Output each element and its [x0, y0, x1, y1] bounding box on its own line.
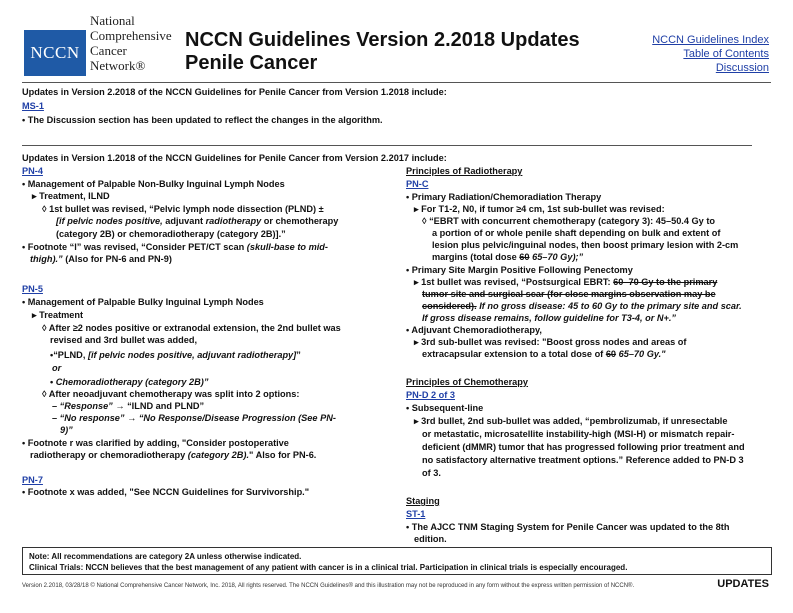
list-item: radiotherapy or chemoradiotherapy (category 2B)." Also for PN-6. [30, 450, 317, 460]
list-item: of 3. [422, 468, 441, 478]
note-line: Clinical Trials: NCCN believes that the best management of any patient with cancer is in a clinical trial. Participation in clinical trials is especially encouraged. [29, 563, 628, 572]
list-item: • Chemoradiotherapy (category 2B)” [50, 377, 209, 387]
list-item: • Management of Palpable Bulky Inguinal Lymph Nodes [22, 297, 264, 307]
list-item: • Subsequent-line [406, 403, 484, 413]
list-item: • Primary Site Margin Positive Following Penectomy [406, 265, 633, 275]
list-item: ▸ 3rd sub-bullet was revised: "Boost gross nodes and areas of [414, 337, 687, 347]
pn5-link[interactable]: PN-5 [22, 284, 43, 294]
list-item: extracapsular extension to a total dose of 60 65–70 Gy." [422, 349, 666, 359]
list-item: • Management of Palpable Non-Bulky Inguinal Lymph Nodes [22, 179, 285, 189]
list-item: or metastatic, microsatellite instability-high (MSI-H) or mismatch repair- [422, 429, 735, 439]
st1-link[interactable]: ST-1 [406, 509, 426, 519]
header-rule [22, 82, 771, 83]
list-item: If gross disease remains, follow guideline for T3-4, or N+.” [422, 313, 676, 323]
pnd-link[interactable]: PN-D 2 of 3 [406, 390, 456, 400]
list-item: edition. [414, 534, 447, 544]
list-item: • Adjuvant Chemoradiotherapy, [406, 325, 542, 335]
logo-text [90, 13, 172, 73]
radiotherapy-header: Principles of Radiotherapy [406, 166, 523, 176]
logo-line: Network® [90, 58, 146, 73]
list-item: – “No response” → “No Response/Disease Progression (See PN- [52, 413, 336, 423]
list-item: • The AJCC TNM Staging System for Penile Cancer was updated to the 8th [406, 522, 730, 532]
list-item: [if pelvic nodes positive, adjuvant radiotherapy or chemotherapy [56, 216, 339, 226]
logo-line: Comprehensive [90, 28, 172, 43]
staging-header: Staging [406, 496, 440, 506]
title-line1: NCCN Guidelines Version 2.2018 Updates [185, 29, 580, 51]
nccn-logo: NCCN [24, 30, 86, 76]
pn4-link[interactable]: PN-4 [22, 166, 43, 176]
list-item: a portion of or whole penile shaft depending on bulk and extent of [432, 228, 721, 238]
list-item: revised and 3rd bullet was added, [50, 335, 198, 345]
list-item: thigh).” (Also for PN-6 and PN-9) [30, 254, 172, 264]
list-item: • Primary Radiation/Chemoradiation Therapy [406, 192, 602, 202]
intro-v1: Updates in Version 1.2018 of the NCCN Guidelines for Penile Cancer from Version 2.2017 include: [22, 153, 447, 163]
list-item: – “Response” → “ILND and PLND” [52, 401, 205, 411]
list-item: • Footnote x was added, "See NCCN Guidelines for Survivorship." [22, 487, 310, 497]
list-item: ▸ Treatment [32, 310, 84, 320]
list-item: ▸ For T1-2, N0, if tumor ≥4 cm, 1st sub-bullet was revised: [414, 204, 665, 214]
list-item: • Footnote “l” was revised, “Consider PET/CT scan (skull-base to mid- [22, 242, 328, 252]
guidelines-index-link[interactable]: NCCN Guidelines Index [652, 34, 769, 46]
list-item: •“PLND, [if pelvic nodes positive, adjuvant radiotherapy]” [50, 350, 301, 360]
logo-line: Cancer [90, 43, 127, 58]
ms1-bullet: • The Discussion section has been updated to reflect the changes in the algorithm. [22, 115, 383, 125]
ms1-link[interactable]: MS-1 [22, 101, 44, 111]
list-item: • Footnote r was clarified by adding, "Consider postoperative [22, 438, 289, 448]
section-rule [22, 145, 752, 146]
list-item: ◊ After ≥2 nodes positive or extranodal extension, the 2nd bullet was [42, 323, 341, 333]
page-label: UPDATES [717, 578, 769, 590]
logo-line: National [90, 13, 135, 28]
title-line2: Penile Cancer [185, 52, 318, 74]
page-title [185, 29, 580, 75]
list-item: or [52, 363, 62, 373]
discussion-link[interactable]: Discussion [715, 62, 769, 74]
list-item: tumor site and surgical scar (for close margins observation may be [422, 289, 716, 299]
list-item: 9)” [60, 425, 73, 435]
list-item: lesion plus pelvic/inguinal nodes, then boost primary lesion with 2-cm [432, 240, 739, 250]
intro-v2: Updates in Version 2.2018 of the NCCN Guidelines for Penile Cancer from Version 1.2018 include: [22, 87, 447, 97]
list-item: (category 2B) or chemoradiotherapy (category 2B)].” [56, 229, 286, 239]
list-item: considered). If no gross disease: 45 to 60 Gy to the primary site and scar. [422, 301, 742, 311]
table-of-contents-link[interactable]: Table of Contents [683, 48, 769, 60]
list-item: margins (total dose 60 65–70 Gy);” [432, 252, 584, 262]
nav-links [652, 33, 769, 75]
footer-copyright: Version 2.2018, 03/28/18 © National Comprehensive Cancer Network, Inc. 2018, All rights reserved. The NCCN Guidelines® and this illustration may not be reproduced in any form without the express written permission of NCCN®. [22, 583, 635, 589]
note-line: Note: All recommendations are category 2A unless otherwise indicated. [29, 552, 302, 561]
list-item: ▸ Treatment, ILND [32, 191, 110, 201]
list-item: ◊ 1st bullet was revised, “Pelvic lymph node dissection (PLND) ± [42, 204, 324, 214]
list-item: deficient (dMMR) tumor that has progressed following prior treatment and [422, 442, 745, 452]
list-item: ◊ After neoadjuvant chemotherapy was split into 2 options: [42, 389, 300, 399]
note-box [22, 547, 772, 575]
pn7-link[interactable]: PN-7 [22, 475, 43, 485]
pnc-link[interactable]: PN-C [406, 179, 429, 189]
list-item: ▸ 3rd bullet, 2nd sub-bullet was added, “pembrolizumab, if unresectable [414, 416, 728, 426]
list-item: ◊ “EBRT with concurrent chemotherapy (category 3): 45–50.4 Gy to [422, 216, 715, 226]
chemotherapy-header: Principles of Chemotherapy [406, 377, 529, 387]
list-item: no satisfactory alternative treatment options.” Reference added to PN-D 3 [422, 455, 744, 465]
list-item: ▸ 1st bullet was revised, “Postsurgical EBRT: 60–70 Gy to the primary [414, 277, 718, 287]
